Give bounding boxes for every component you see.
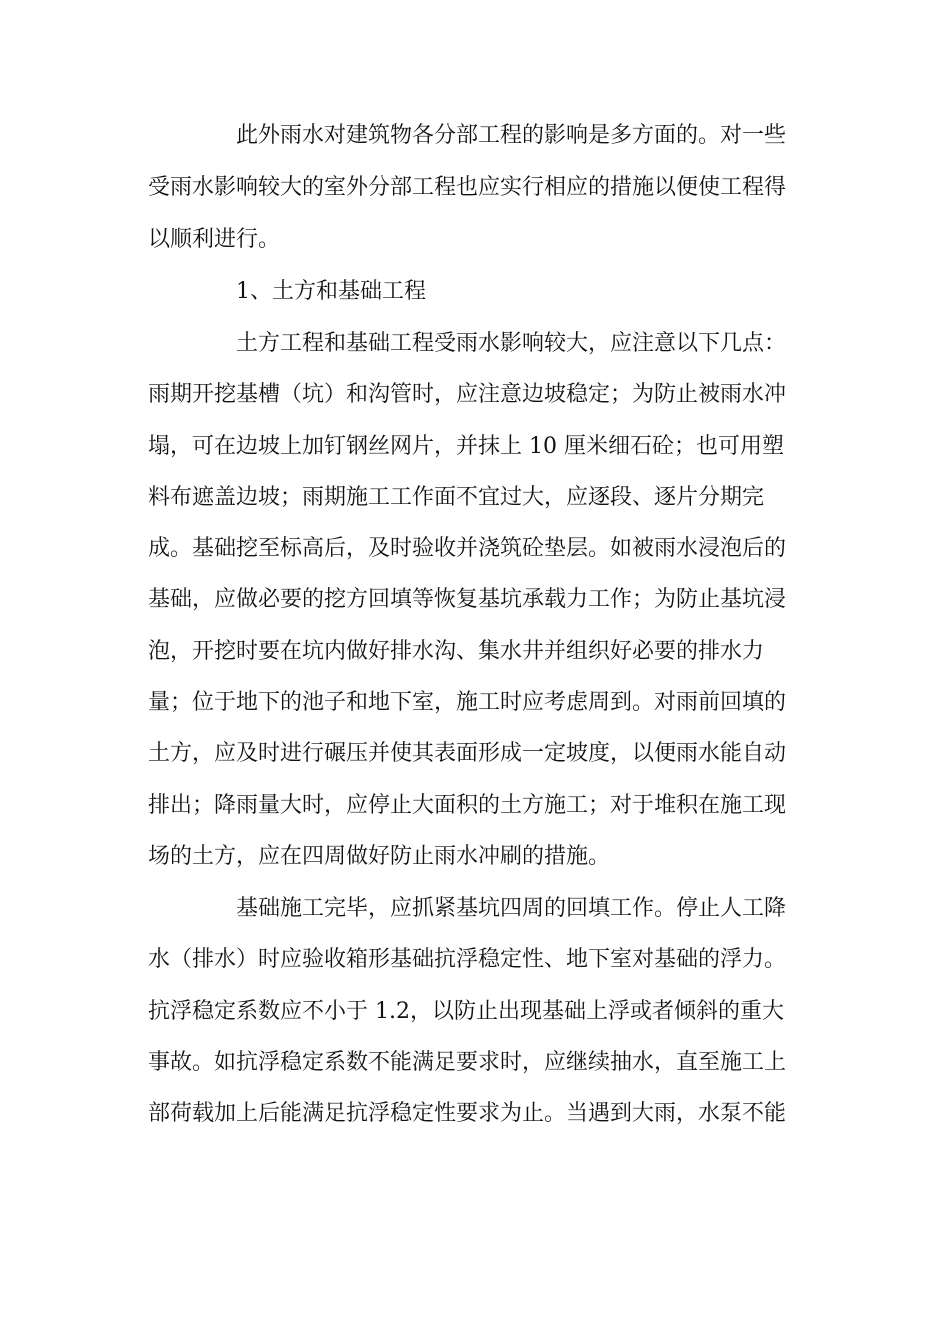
text-line: 以顺利进行。 [148, 227, 281, 252]
text-line: 场的土方，应在四周做好防止雨水冲刷的措施。 [148, 844, 611, 869]
text-line: 成。基础挖至标高后，及时验收并浇筑砼垫层。如被雨水浸泡后的 [148, 536, 787, 561]
text-line: 料布遮盖边坡；雨期施工工作面不宜过大，应逐段、逐片分期完 [148, 485, 765, 510]
text-line: 塌，可在边坡上加钉钢丝网片，并抹上 10 厘米细石砼；也可用塑 [148, 434, 784, 459]
text-line: 泡，开挖时要在坑内做好排水沟、集水井并组织好必要的排水力 [148, 639, 765, 664]
text-line: 基础，应做必要的挖方回填等恢复基坑承载力工作；为防止基坑浸 [148, 587, 787, 612]
text-line: 部荷载加上后能满足抗浮稳定性要求为止。当遇到大雨，水泵不能 [148, 1101, 787, 1126]
text-line: 基础施工完毕，应抓紧基坑四周的回填工作。停止人工降 [236, 896, 787, 921]
text-line: 此外雨水对建筑物各分部工程的影响是多方面的。对一些 [236, 123, 787, 148]
text-line: 排出；降雨量大时，应停止大面积的土方施工；对于堆积在施工现 [148, 793, 787, 818]
text-line: 土方，应及时进行碾压并使其表面形成一定坡度，以便雨水能自动 [148, 741, 787, 766]
text-line: 受雨水影响较大的室外分部工程也应实行相应的措施以便使工程得 [148, 175, 787, 200]
text-line: 量；位于地下的池子和地下室，施工时应考虑周到。对雨前回填的 [148, 690, 787, 715]
text-line: 雨期开挖基槽（坑）和沟管时，应注意边坡稳定；为防止被雨水冲 [148, 382, 787, 407]
text-line: 土方工程和基础工程受雨水影响较大，应注意以下几点： [236, 331, 787, 356]
section-heading: 1、土方和基础工程 [236, 279, 426, 304]
text-line: 抗浮稳定系数应不小于 1.2，以防止出现基础上浮或者倾斜的重大 [148, 999, 784, 1024]
text-line: 事故。如抗浮稳定系数不能满足要求时，应继续抽水，直至施工上 [148, 1050, 787, 1075]
text-line: 水（排水）时应验收箱形基础抗浮稳定性、地下室对基础的浮力。 [148, 947, 787, 972]
